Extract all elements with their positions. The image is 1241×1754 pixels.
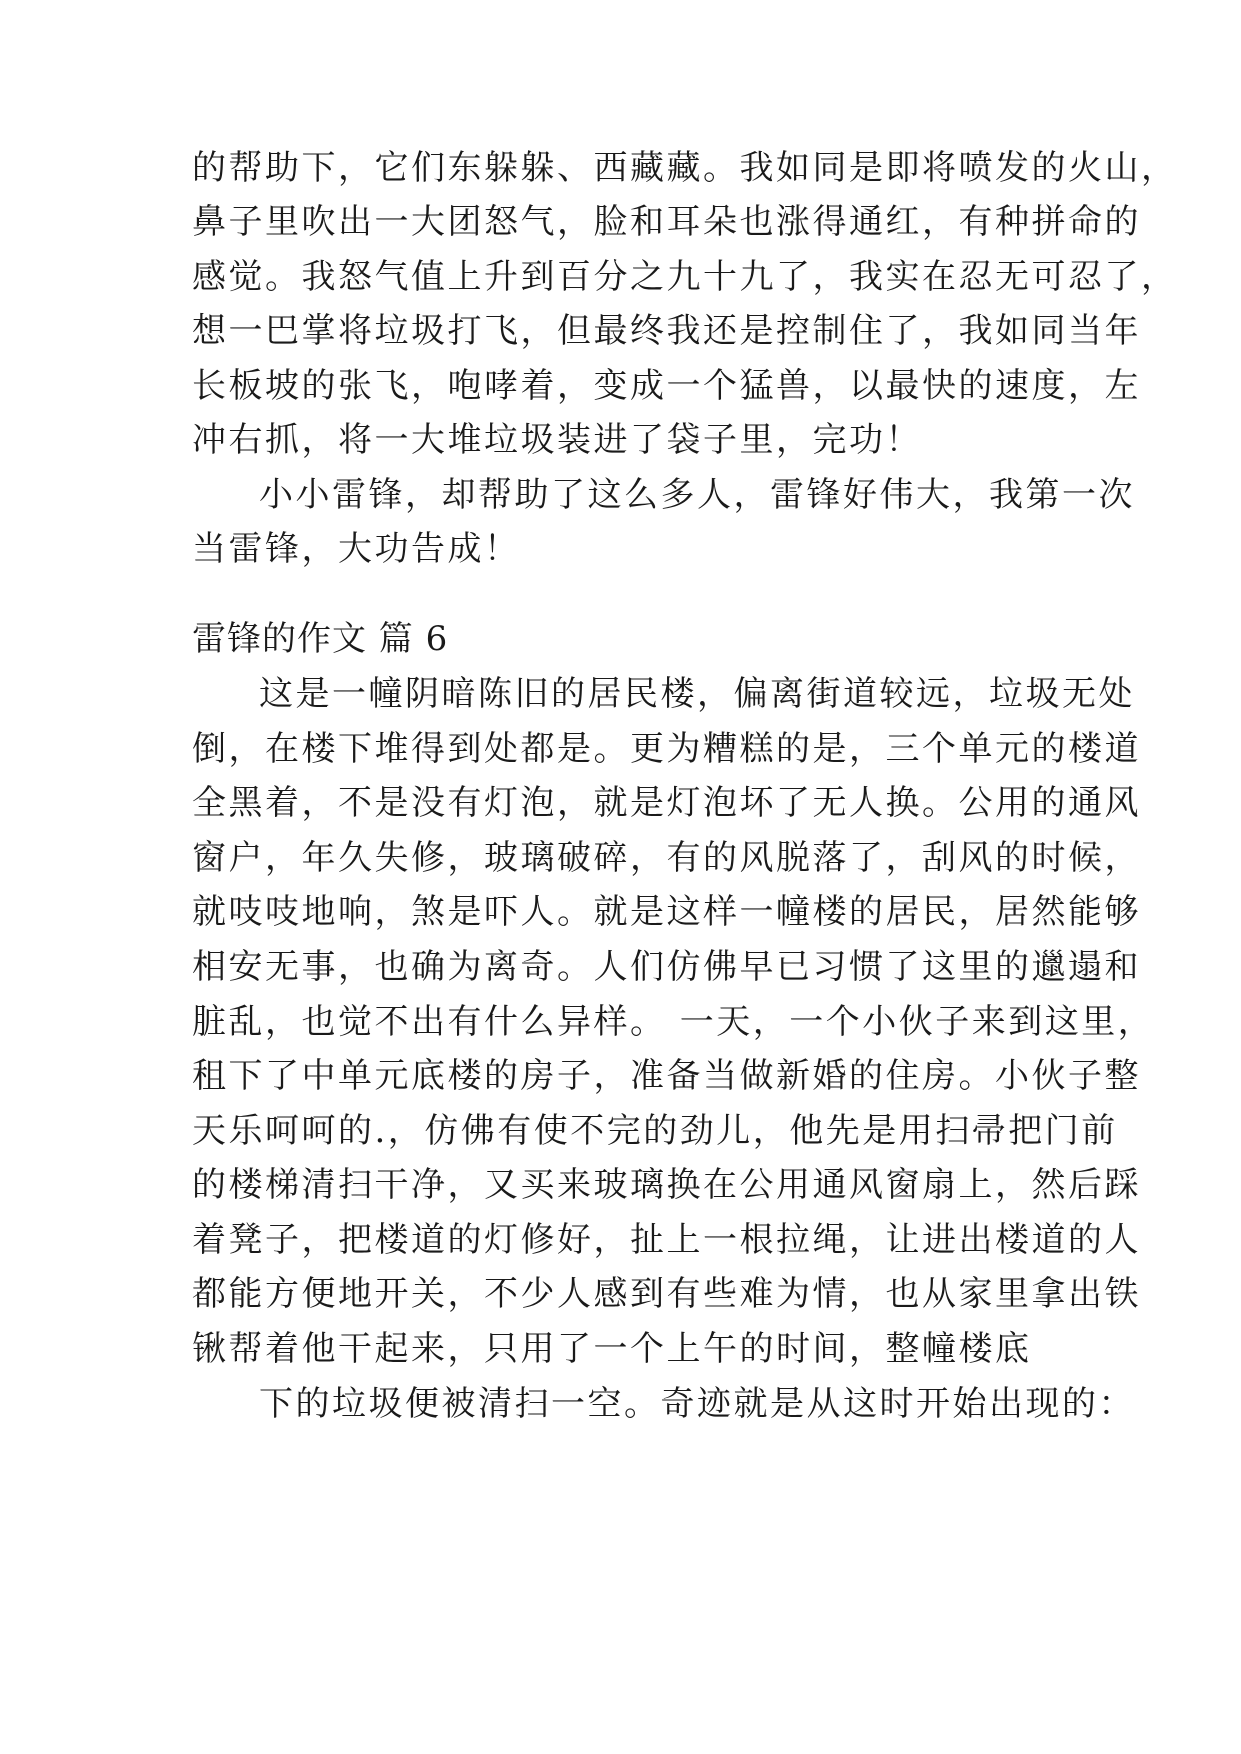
text-line: 小小雷锋，却帮助了这么多人，雷锋好伟大，我第一次 xyxy=(259,475,1135,515)
text-line: 窗户，年久失修，玻璃破碎，有的风脱落了，刮风的时候， xyxy=(192,838,1141,878)
section-heading: 雷锋的作文 篇 6 xyxy=(192,619,449,659)
text-line: 相安无事，也确为离奇。人们仿佛早已习惯了这里的邋遢和 xyxy=(192,947,1141,987)
text-line: 锹帮着他干起来，只用了一个上午的时间，整幢楼底 xyxy=(192,1329,1032,1369)
text-line: 下的垃圾便被清扫一空。奇迹就是从这时开始出现的： xyxy=(259,1384,1135,1424)
text-line: 鼻子里吹出一大团怒气，脸和耳朵也涨得通红，有种拼命的 xyxy=(192,202,1141,242)
text-line: 倒，在楼下堆得到处都是。更为糟糕的是，三个单元的楼道 xyxy=(192,729,1141,769)
text-line: 想一巴掌将垃圾打飞，但最终我还是控制住了，我如同当年 xyxy=(192,311,1141,351)
text-line: 脏乱，也觉不出有什么异样。 一天，一个小伙子来到这里， xyxy=(192,1002,1155,1042)
text-line: 当雷锋，大功告成！ xyxy=(192,529,521,569)
text-line: 冲右抓，将一大堆垃圾装进了袋子里，完功！ xyxy=(192,420,922,460)
text-line: 长板坡的张飞，咆哮着，变成一个猛兽，以最快的速度，左 xyxy=(192,366,1141,406)
text-line: 的帮助下，它们东躲躲、西藏藏。我如同是即将喷发的火山， xyxy=(192,148,1178,188)
text-line: 都能方便地开关，不少人感到有些难为情，也从家里拿出铁 xyxy=(192,1274,1141,1314)
text-line: 租下了中单元底楼的房子，准备当做新婚的住房。小伙子整 xyxy=(192,1056,1141,1096)
text-line: 着凳子，把楼道的灯修好，扯上一根拉绳，让进出楼道的人 xyxy=(192,1220,1141,1260)
text-line: 天乐呵呵的.，仿佛有使不完的劲儿，他先是用扫帚把门前 xyxy=(192,1111,1118,1151)
text-line: 的楼梯清扫干净，又买来玻璃换在公用通风窗扇上，然后踩 xyxy=(192,1165,1141,1205)
text-line: 就吱吱地响，煞是吓人。就是这样一幢楼的居民，居然能够 xyxy=(192,892,1141,932)
text-line: 感觉。我怒气值上升到百分之九十九了，我实在忍无可忍了， xyxy=(192,257,1178,297)
text-line: 这是一幢阴暗陈旧的居民楼，偏离街道较远，垃圾无处 xyxy=(259,674,1135,714)
text-line: 全黑着，不是没有灯泡，就是灯泡坏了无人换。公用的通风 xyxy=(192,783,1141,823)
